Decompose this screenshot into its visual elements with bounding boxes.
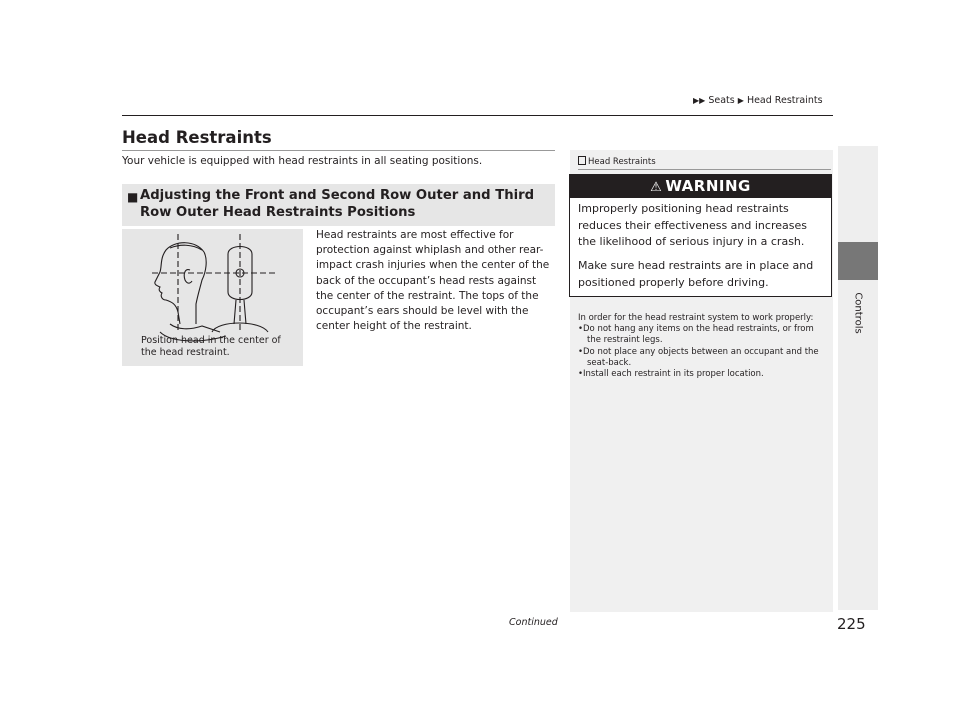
breadcrumb-arrow-icon: ▶▶ xyxy=(693,96,706,105)
note-divider xyxy=(578,169,831,170)
warning-text-2: Make sure head restraints are in place and positioned properly before driving. xyxy=(578,259,814,289)
title-divider xyxy=(122,150,555,151)
note-body xyxy=(578,313,828,380)
intro-text: Your vehicle is equipped with head restraints in all seating positions. xyxy=(122,155,483,167)
warning-label: WARNING xyxy=(665,177,751,195)
list-item: •Install each restraint in its proper location. xyxy=(578,369,764,380)
list-item: •Do not hang any items on the head restraints, or from the restraint legs. xyxy=(578,324,814,346)
header-divider xyxy=(122,115,833,116)
warning-header xyxy=(570,175,831,198)
breadcrumb-item-head-restraints[interactable]: Head Restraints xyxy=(746,95,823,106)
warning-triangle-icon: ⚠ xyxy=(650,180,663,195)
note-intro: In order for the head restraint system to work properly: xyxy=(578,313,814,323)
reference-box-icon xyxy=(578,156,586,165)
side-tab-label: Controls xyxy=(852,292,864,334)
page-number: 225 xyxy=(837,615,866,633)
note-header xyxy=(578,156,656,167)
section-title: Adjusting the Front and Second Row Outer and Third Row Outer Head Restraints Positions xyxy=(140,188,535,220)
side-tab-marker xyxy=(838,242,878,280)
list-item: •Do not place any objects between an occupant and the seat-back. xyxy=(578,346,819,368)
section-square-icon: ■ xyxy=(127,190,139,204)
breadcrumb-item-seats[interactable]: Seats xyxy=(708,95,735,106)
page-title: Head Restraints xyxy=(122,128,272,147)
figure-caption: Position head in the center of the head restraint. xyxy=(141,335,281,358)
note-header-text: Head Restraints xyxy=(588,157,656,167)
breadcrumb-arrow-icon: ▶ xyxy=(737,96,744,105)
breadcrumb xyxy=(693,95,823,106)
continued-label: Continued xyxy=(509,617,558,628)
section-body: Head restraints are most effective for protection against whiplash and other rear-impact crash injuries when the center of the back of the occupant’s head rests against the center of the restraint. The tops of the occupant’s ears should be level with the center height of the restraint. xyxy=(316,229,550,333)
side-tab-band xyxy=(838,146,878,610)
warning-text-1: Improperly positioning head restraints reduces their effectiveness and increases the likelihood of serious injury in a crash. xyxy=(578,202,807,248)
